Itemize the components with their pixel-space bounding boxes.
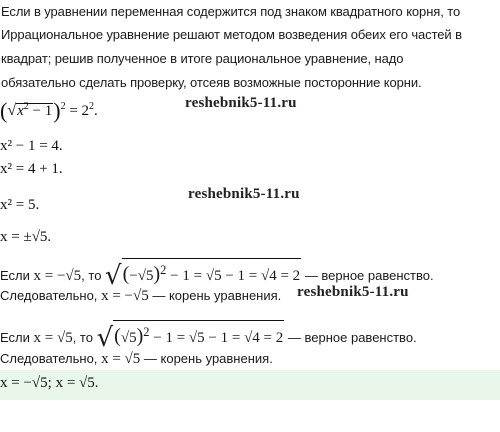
intro-line-2: Иррациональное уравнение решают методом возведения обеих его частей в	[1, 27, 462, 42]
equation-step-1: $(√x^2 - 1)^2 = 2^2$.	[0, 98, 98, 123]
watermark-1: reshebnik5-11.ru	[185, 95, 297, 111]
intro-line-1: Если в уравнении переменная содержится под знаком квадратного корня, то	[1, 4, 461, 19]
check-2-verdict: — верное равенство.	[287, 330, 417, 345]
check-2-expression: − 1 = √5 − 1 = √4 = 2	[153, 330, 284, 346]
check-1-verdict: — верное равенство.	[304, 268, 434, 283]
answer-line: x = −√5; x = √5.	[0, 375, 99, 391]
watermark-2: reshebnik5-11.ru	[188, 186, 300, 202]
check-1-then: , то	[81, 268, 102, 283]
intro-line-3: квадрат; решив полученное в итоге рациональное уравнение, надо	[1, 51, 404, 66]
check-2-condition: x = √5	[33, 330, 73, 346]
conclusion-2-expression: x = √5	[101, 351, 141, 367]
conclusion-1-expression: x = −√5	[101, 288, 149, 304]
check-1-condition: x = −√5	[33, 268, 82, 284]
watermark-3: reshebnik5-11.ru	[297, 284, 409, 300]
equation-step-3: x² = 4 + 1.	[0, 161, 63, 177]
check-2-if: Если	[0, 330, 30, 345]
intro-line-4: обязательно сделать проверку, отсеяв возможные посторонние корни.	[1, 75, 422, 90]
equation-step-2: x² − 1 = 4.	[0, 138, 63, 154]
check-1-if: Если	[0, 268, 30, 283]
conclusion-2-prefix: Следовательно,	[0, 351, 98, 366]
conclusion-negative-root	[0, 288, 281, 305]
conclusion-1-prefix: Следовательно,	[0, 288, 98, 303]
check-positive-root: Если x = √5, то $√(√5)^2 - 1 = √5 - 1 = √4 = 2$ — верное равенство.	[0, 320, 417, 349]
equation-step-4: x² = 5.	[0, 197, 40, 213]
check-negative-root: Если x = −√5, то $√(-√5)^2 - 1 = √5 - 1 = √4 = 2$ — верное равенство.	[0, 258, 434, 287]
conclusion-1-suffix: — корень уравнения.	[152, 288, 282, 303]
check-2-then: , то	[72, 330, 93, 345]
step-1-rhs: = 2	[69, 103, 90, 119]
conclusion-positive-root	[0, 351, 273, 368]
step-1-rhs-exponent: 2	[89, 101, 95, 112]
equation-step-5: x = ±√5.	[0, 229, 52, 245]
conclusion-2-suffix: — корень уравнения.	[143, 351, 273, 366]
check-1-expression: − 1 = √5 − 1 = √4 = 2	[170, 268, 301, 284]
